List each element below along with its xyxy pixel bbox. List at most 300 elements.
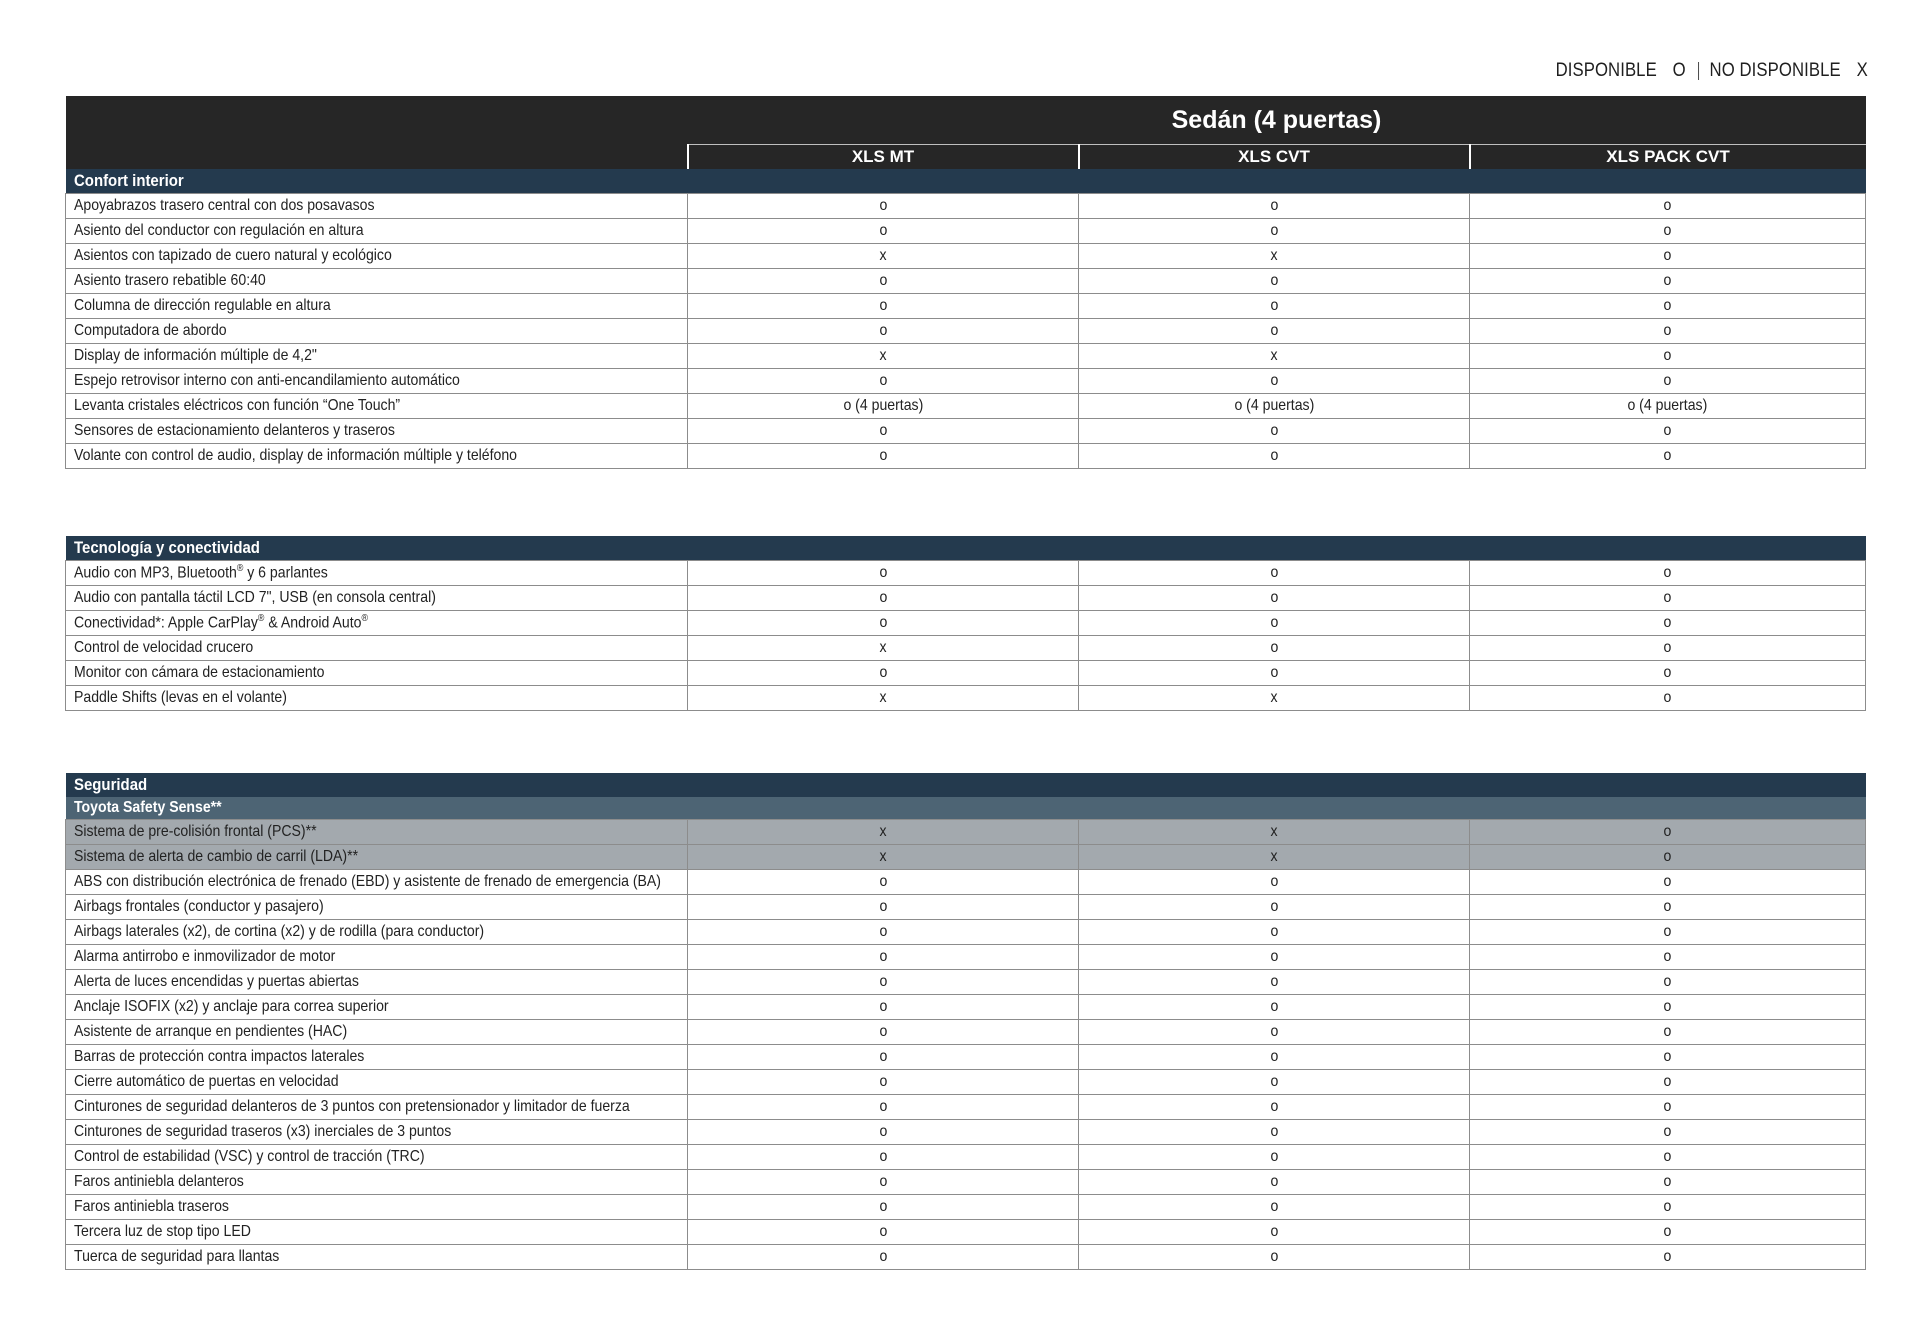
availability-value: o	[1663, 998, 1672, 1015]
feature-row	[66, 561, 1866, 586]
feature-row	[66, 1195, 1866, 1220]
feature-name: Tercera luz de stop tipo LED	[74, 1223, 251, 1240]
feature-name-cell	[66, 995, 688, 1020]
feature-name: Barras de protección contra impactos laterales	[74, 1048, 365, 1065]
availability-cell	[1470, 1070, 1866, 1095]
availability-cell	[688, 870, 1079, 895]
tecnologia-rows	[66, 561, 1866, 711]
feature-name-cell	[66, 920, 688, 945]
subsection-header-toyota-safety-sense	[66, 797, 1866, 820]
availability-value: o	[1663, 422, 1672, 439]
availability-value: o	[879, 564, 887, 581]
availability-cell	[1470, 1145, 1866, 1170]
availability-value: o	[1663, 1248, 1672, 1265]
feature-name: Display de información múltiple de 4,2"	[74, 347, 317, 364]
feature-row	[66, 1070, 1866, 1095]
feature-row	[66, 611, 1866, 636]
feature-row	[66, 636, 1866, 661]
availability-value: o	[879, 197, 887, 214]
availability-value: o	[1663, 1198, 1672, 1215]
feature-row	[66, 344, 1866, 369]
availability-value: o	[1270, 614, 1278, 631]
availability-cell	[688, 561, 1079, 586]
availability-value: x	[879, 848, 887, 865]
feature-name-cell	[66, 419, 688, 444]
availability-cell	[1079, 1145, 1470, 1170]
availability-value: o	[879, 1123, 887, 1140]
availability-value: o	[1270, 998, 1278, 1015]
availability-value: o	[1270, 272, 1278, 289]
availability-value: o	[1663, 948, 1672, 965]
availability-cell	[1470, 244, 1866, 269]
availability-value: o	[1270, 1073, 1278, 1090]
availability-cell	[1470, 219, 1866, 244]
feature-row	[66, 1220, 1866, 1245]
availability-cell	[1470, 970, 1866, 995]
feature-row	[66, 1145, 1866, 1170]
availability-cell	[688, 586, 1079, 611]
feature-name-cell	[66, 1045, 688, 1070]
availability-cell	[1470, 895, 1866, 920]
availability-cell	[1470, 661, 1866, 686]
feature-name: Cinturones de seguridad delanteros de 3 puntos con pretensionador y limitador de fuerza	[74, 1098, 630, 1115]
availability-cell	[1079, 995, 1470, 1020]
availability-value: o	[879, 1048, 887, 1065]
availability-value: o	[1663, 689, 1672, 706]
feature-name: Tuerca de seguridad para llantas	[74, 1248, 280, 1265]
availability-cell	[688, 1045, 1079, 1070]
availability-cell	[1079, 1245, 1470, 1270]
feature-row	[66, 319, 1866, 344]
availability-value: x	[879, 823, 887, 840]
availability-cell	[1079, 895, 1470, 920]
availability-cell	[1470, 394, 1866, 419]
feature-row	[66, 394, 1866, 419]
feature-name-cell	[66, 870, 688, 895]
availability-cell	[1079, 319, 1470, 344]
availability-cell	[1470, 686, 1866, 711]
feature-name: Airbags laterales (x2), de cortina (x2) y de rodilla (para conductor)	[74, 923, 485, 940]
availability-value: o	[1663, 447, 1672, 464]
availability-cell	[688, 995, 1079, 1020]
feature-name: Cierre automático de puertas en velocidad	[74, 1073, 339, 1090]
availability-value: o	[1663, 322, 1672, 339]
feature-name-cell	[66, 344, 688, 369]
availability-value: o	[879, 1198, 887, 1215]
section-title: Seguridad	[73, 775, 147, 794]
availability-cell	[688, 1195, 1079, 1220]
tecnologia-table-block	[65, 536, 1865, 711]
feature-name-cell	[66, 1220, 688, 1245]
availability-value: o	[1270, 589, 1278, 606]
feature-name: Monitor con cámara de estacionamiento	[74, 664, 325, 681]
feature-row	[66, 686, 1866, 711]
feature-name-cell	[66, 561, 688, 586]
availability-value: o	[879, 923, 887, 940]
section-header-seguridad	[66, 773, 1866, 797]
availability-cell	[688, 419, 1079, 444]
availability-cell	[1079, 870, 1470, 895]
availability-value: o	[879, 998, 887, 1015]
availability-value: o	[1270, 1098, 1278, 1115]
feature-name: Alarma antirrobo e inmovilizador de motor	[74, 948, 336, 965]
feature-name-cell	[66, 845, 688, 870]
feature-row	[66, 194, 1866, 219]
feature-row	[66, 1095, 1866, 1120]
feature-name-cell	[66, 1195, 688, 1220]
availability-cell	[1079, 394, 1470, 419]
feature-name-cell	[66, 1020, 688, 1045]
availability-cell	[1079, 294, 1470, 319]
availability-value: o	[879, 589, 887, 606]
availability-value: o	[1663, 848, 1672, 865]
feature-name-cell	[66, 895, 688, 920]
availability-value: o	[879, 873, 887, 890]
feature-row	[66, 219, 1866, 244]
availability-cell	[688, 194, 1079, 219]
feature-row	[66, 970, 1866, 995]
availability-cell	[688, 1070, 1079, 1095]
availability-value: o	[1663, 197, 1672, 214]
feature-name-cell	[66, 636, 688, 661]
availability-value: o	[1663, 272, 1672, 289]
availability-cell	[688, 611, 1079, 636]
availability-cell	[1470, 444, 1866, 469]
availability-value: o	[1663, 664, 1672, 681]
feature-row	[66, 820, 1866, 845]
feature-name-cell	[66, 586, 688, 611]
feature-row	[66, 1245, 1866, 1270]
availability-value: o	[1270, 372, 1278, 389]
availability-value: o	[1270, 1023, 1278, 1040]
availability-value: x	[1270, 689, 1278, 706]
availability-cell	[1470, 369, 1866, 394]
availability-cell	[688, 1245, 1079, 1270]
availability-value: o	[879, 898, 887, 915]
availability-value: o	[879, 222, 887, 239]
availability-cell	[688, 1120, 1079, 1145]
availability-value: o	[879, 664, 887, 681]
feature-name: Audio con MP3, Bluetooth® y 6 parlantes	[74, 563, 328, 582]
feature-row	[66, 444, 1866, 469]
availability-value: o	[1270, 447, 1278, 464]
feature-name: ABS con distribución electrónica de frenado (EBD) y asistente de frenado de emergencia (BA)	[74, 873, 661, 890]
feature-name: Faros antiniebla delanteros	[74, 1173, 244, 1190]
availability-cell	[1079, 970, 1470, 995]
availability-cell	[688, 945, 1079, 970]
availability-cell	[1470, 586, 1866, 611]
availability-value: o	[1270, 1198, 1278, 1215]
availability-cell	[1079, 1020, 1470, 1045]
availability-cell	[1079, 611, 1470, 636]
availability-cell	[1470, 1220, 1866, 1245]
variant-xls-pack-cvt: XLS PACK CVT	[1470, 145, 1866, 170]
availability-cell	[1079, 920, 1470, 945]
availability-value: x	[1270, 848, 1278, 865]
availability-cell	[1470, 945, 1866, 970]
feature-name: Cinturones de seguridad traseros (x3) inerciales de 3 puntos	[74, 1123, 452, 1140]
availability-cell	[1079, 1045, 1470, 1070]
availability-value: o	[1663, 1098, 1672, 1115]
availability-value: o	[1663, 564, 1672, 581]
feature-name-cell	[66, 1245, 688, 1270]
variant-xls-mt: XLS MT	[688, 145, 1079, 170]
feature-name: Anclaje ISOFIX (x2) y anclaje para correa superior	[74, 998, 389, 1015]
availability-value: o	[1663, 372, 1672, 389]
tecnologia-table	[65, 536, 1866, 711]
availability-cell	[1470, 419, 1866, 444]
availability-value: o (4 puertas)	[843, 397, 923, 414]
availability-cell	[1470, 1095, 1866, 1120]
availability-cell	[1079, 219, 1470, 244]
availability-cell	[1470, 1045, 1866, 1070]
availability-cell	[688, 845, 1079, 870]
feature-row	[66, 1045, 1866, 1070]
feature-name-cell	[66, 294, 688, 319]
feature-name: Apoyabrazos trasero central con dos posavasos	[74, 197, 375, 214]
seguridad-table	[65, 773, 1866, 1270]
feature-name-cell	[66, 611, 688, 636]
availability-cell	[1470, 1195, 1866, 1220]
legend-available-label: DISPONIBLE	[1555, 60, 1657, 81]
availability-value: o	[1663, 222, 1672, 239]
availability-value: o	[879, 447, 887, 464]
feature-name: Control de estabilidad (VSC) y control de tracción (TRC)	[74, 1148, 425, 1165]
model-title: Sedán (4 puertas)	[688, 96, 1866, 145]
availability-value: o	[1270, 1148, 1278, 1165]
availability-cell	[1079, 444, 1470, 469]
availability-cell	[1079, 1195, 1470, 1220]
availability-value: o	[879, 614, 887, 631]
availability-value: o	[1663, 1223, 1672, 1240]
feature-row	[66, 661, 1866, 686]
availability-value: x	[1270, 347, 1278, 364]
availability-cell	[1079, 194, 1470, 219]
availability-cell	[1079, 820, 1470, 845]
availability-value: o	[1663, 347, 1672, 364]
availability-cell	[1079, 1120, 1470, 1145]
feature-name-cell	[66, 369, 688, 394]
feature-name: Asiento trasero rebatible 60:40	[74, 272, 266, 289]
feature-row	[66, 586, 1866, 611]
availability-value: o	[1663, 1048, 1672, 1065]
availability-cell	[1079, 686, 1470, 711]
availability-cell	[688, 1220, 1079, 1245]
availability-cell	[688, 970, 1079, 995]
availability-cell	[1470, 845, 1866, 870]
feature-row	[66, 1170, 1866, 1195]
availability-value: o	[1270, 898, 1278, 915]
feature-name: Volante con control de audio, display de información múltiple y teléfono	[74, 447, 518, 464]
availability-value: o	[1270, 1123, 1278, 1140]
feature-name: Faros antiniebla traseros	[74, 1198, 229, 1215]
availability-cell	[1079, 244, 1470, 269]
header-blank-cell	[66, 96, 688, 169]
availability-value: o	[1270, 222, 1278, 239]
model-header-row	[66, 96, 1866, 145]
feature-row	[66, 1020, 1866, 1045]
availability-value: o	[879, 297, 887, 314]
confort-table	[65, 96, 1866, 469]
availability-value: o	[879, 973, 887, 990]
availability-value: x	[879, 247, 887, 264]
availability-value: o	[1663, 247, 1672, 264]
availability-cell	[1470, 1120, 1866, 1145]
feature-row	[66, 294, 1866, 319]
seguridad-rows	[66, 820, 1866, 1270]
availability-cell	[1079, 1220, 1470, 1245]
availability-cell	[688, 444, 1079, 469]
availability-cell	[1079, 1070, 1470, 1095]
availability-cell	[1470, 1020, 1866, 1045]
availability-value: o	[1663, 1173, 1672, 1190]
availability-value: o	[1663, 614, 1672, 631]
feature-row	[66, 419, 1866, 444]
legend-unavailable-value: X	[1856, 60, 1868, 81]
availability-cell	[688, 1145, 1079, 1170]
availability-value: o	[879, 1098, 887, 1115]
legend-separator	[1698, 62, 1699, 80]
section-header-confort	[66, 169, 1866, 194]
availability-value: o	[1663, 589, 1672, 606]
availability-value: o	[1663, 639, 1672, 656]
availability-cell	[688, 636, 1079, 661]
feature-row	[66, 870, 1866, 895]
feature-name-cell	[66, 1145, 688, 1170]
availability-cell	[688, 920, 1079, 945]
feature-name: Conectividad*: Apple CarPlay® & Android Auto®	[74, 613, 368, 632]
availability-value: o	[879, 372, 887, 389]
availability-value: o	[1270, 1248, 1278, 1265]
availability-cell	[1470, 344, 1866, 369]
availability-value: o	[879, 272, 887, 289]
feature-row	[66, 845, 1866, 870]
availability-cell	[1470, 920, 1866, 945]
availability-cell	[688, 820, 1079, 845]
availability-value: o	[879, 1148, 887, 1165]
feature-name-cell	[66, 269, 688, 294]
feature-name-cell	[66, 970, 688, 995]
feature-name-cell	[66, 319, 688, 344]
availability-cell	[1470, 294, 1866, 319]
availability-cell	[1470, 1245, 1866, 1270]
availability-cell	[1079, 636, 1470, 661]
availability-cell	[1079, 845, 1470, 870]
confort-rows	[66, 194, 1866, 469]
availability-value: o	[1663, 823, 1672, 840]
availability-value: o	[879, 1223, 887, 1240]
feature-row	[66, 369, 1866, 394]
legend-available-value: O	[1672, 60, 1686, 81]
availability-value: o	[879, 1023, 887, 1040]
availability-value: o	[1270, 873, 1278, 890]
feature-row	[66, 895, 1866, 920]
feature-name: Espejo retrovisor interno con anti-encandilamiento automático	[74, 372, 460, 389]
availability-value: o	[1663, 898, 1672, 915]
availability-value: o	[1270, 1223, 1278, 1240]
feature-row	[66, 995, 1866, 1020]
feature-name-cell	[66, 444, 688, 469]
availability-value: o	[1270, 664, 1278, 681]
availability-cell	[1470, 820, 1866, 845]
section-header-tecnologia	[66, 536, 1866, 561]
availability-cell	[1470, 611, 1866, 636]
availability-value: o	[1270, 322, 1278, 339]
availability-cell	[688, 1095, 1079, 1120]
feature-name-cell	[66, 820, 688, 845]
feature-name-cell	[66, 686, 688, 711]
availability-value: o	[1663, 1123, 1672, 1140]
availability-value: o	[879, 1248, 887, 1265]
feature-name-cell	[66, 945, 688, 970]
availability-value: o	[1270, 639, 1278, 656]
feature-name: Sensores de estacionamiento delanteros y traseros	[74, 422, 395, 439]
availability-cell	[688, 319, 1079, 344]
availability-cell	[1079, 344, 1470, 369]
feature-name-cell	[66, 1170, 688, 1195]
availability-cell	[1470, 269, 1866, 294]
availability-value: o	[1270, 422, 1278, 439]
availability-value: o	[1663, 973, 1672, 990]
legend-unavailable-label: NO DISPONIBLE	[1709, 60, 1841, 81]
availability-value: o	[1663, 1073, 1672, 1090]
feature-name-cell	[66, 661, 688, 686]
feature-name-cell	[66, 394, 688, 419]
availability-cell	[688, 244, 1079, 269]
availability-cell	[688, 661, 1079, 686]
availability-cell	[1079, 419, 1470, 444]
feature-row	[66, 945, 1866, 970]
availability-value: o	[879, 948, 887, 965]
availability-cell	[688, 394, 1079, 419]
feature-name: Sistema de pre-colisión frontal (PCS)**	[74, 823, 317, 840]
availability-cell	[688, 686, 1079, 711]
feature-name-cell	[66, 1070, 688, 1095]
availability-cell	[1079, 369, 1470, 394]
availability-cell	[1079, 561, 1470, 586]
feature-name-cell	[66, 194, 688, 219]
availability-cell	[1470, 194, 1866, 219]
availability-value: x	[1270, 823, 1278, 840]
availability-cell	[688, 895, 1079, 920]
availability-value: o	[1270, 564, 1278, 581]
availability-value: o	[879, 422, 887, 439]
feature-name: Levanta cristales eléctricos con función “One Touch”	[74, 397, 401, 414]
feature-name-cell	[66, 1120, 688, 1145]
availability-cell	[688, 369, 1079, 394]
availability-cell	[1079, 945, 1470, 970]
feature-name: Asientos con tapizado de cuero natural y ecológico	[74, 247, 392, 264]
availability-cell	[688, 1170, 1079, 1195]
availability-cell	[1470, 319, 1866, 344]
feature-name: Columna de dirección regulable en altura	[74, 297, 331, 314]
availability-cell	[1470, 1170, 1866, 1195]
availability-cell	[1079, 269, 1470, 294]
subsection-title: Toyota Safety Sense**	[73, 799, 222, 816]
feature-name: Airbags frontales (conductor y pasajero)	[74, 898, 324, 915]
availability-cell	[688, 344, 1079, 369]
availability-value: o	[1270, 973, 1278, 990]
availability-value: o	[879, 322, 887, 339]
availability-value: x	[879, 689, 887, 706]
availability-value: x	[879, 347, 887, 364]
feature-row	[66, 244, 1866, 269]
availability-cell	[1079, 1095, 1470, 1120]
feature-name-cell	[66, 244, 688, 269]
availability-value: o	[1270, 297, 1278, 314]
feature-name-cell	[66, 219, 688, 244]
seguridad-table-block	[65, 773, 1865, 1270]
